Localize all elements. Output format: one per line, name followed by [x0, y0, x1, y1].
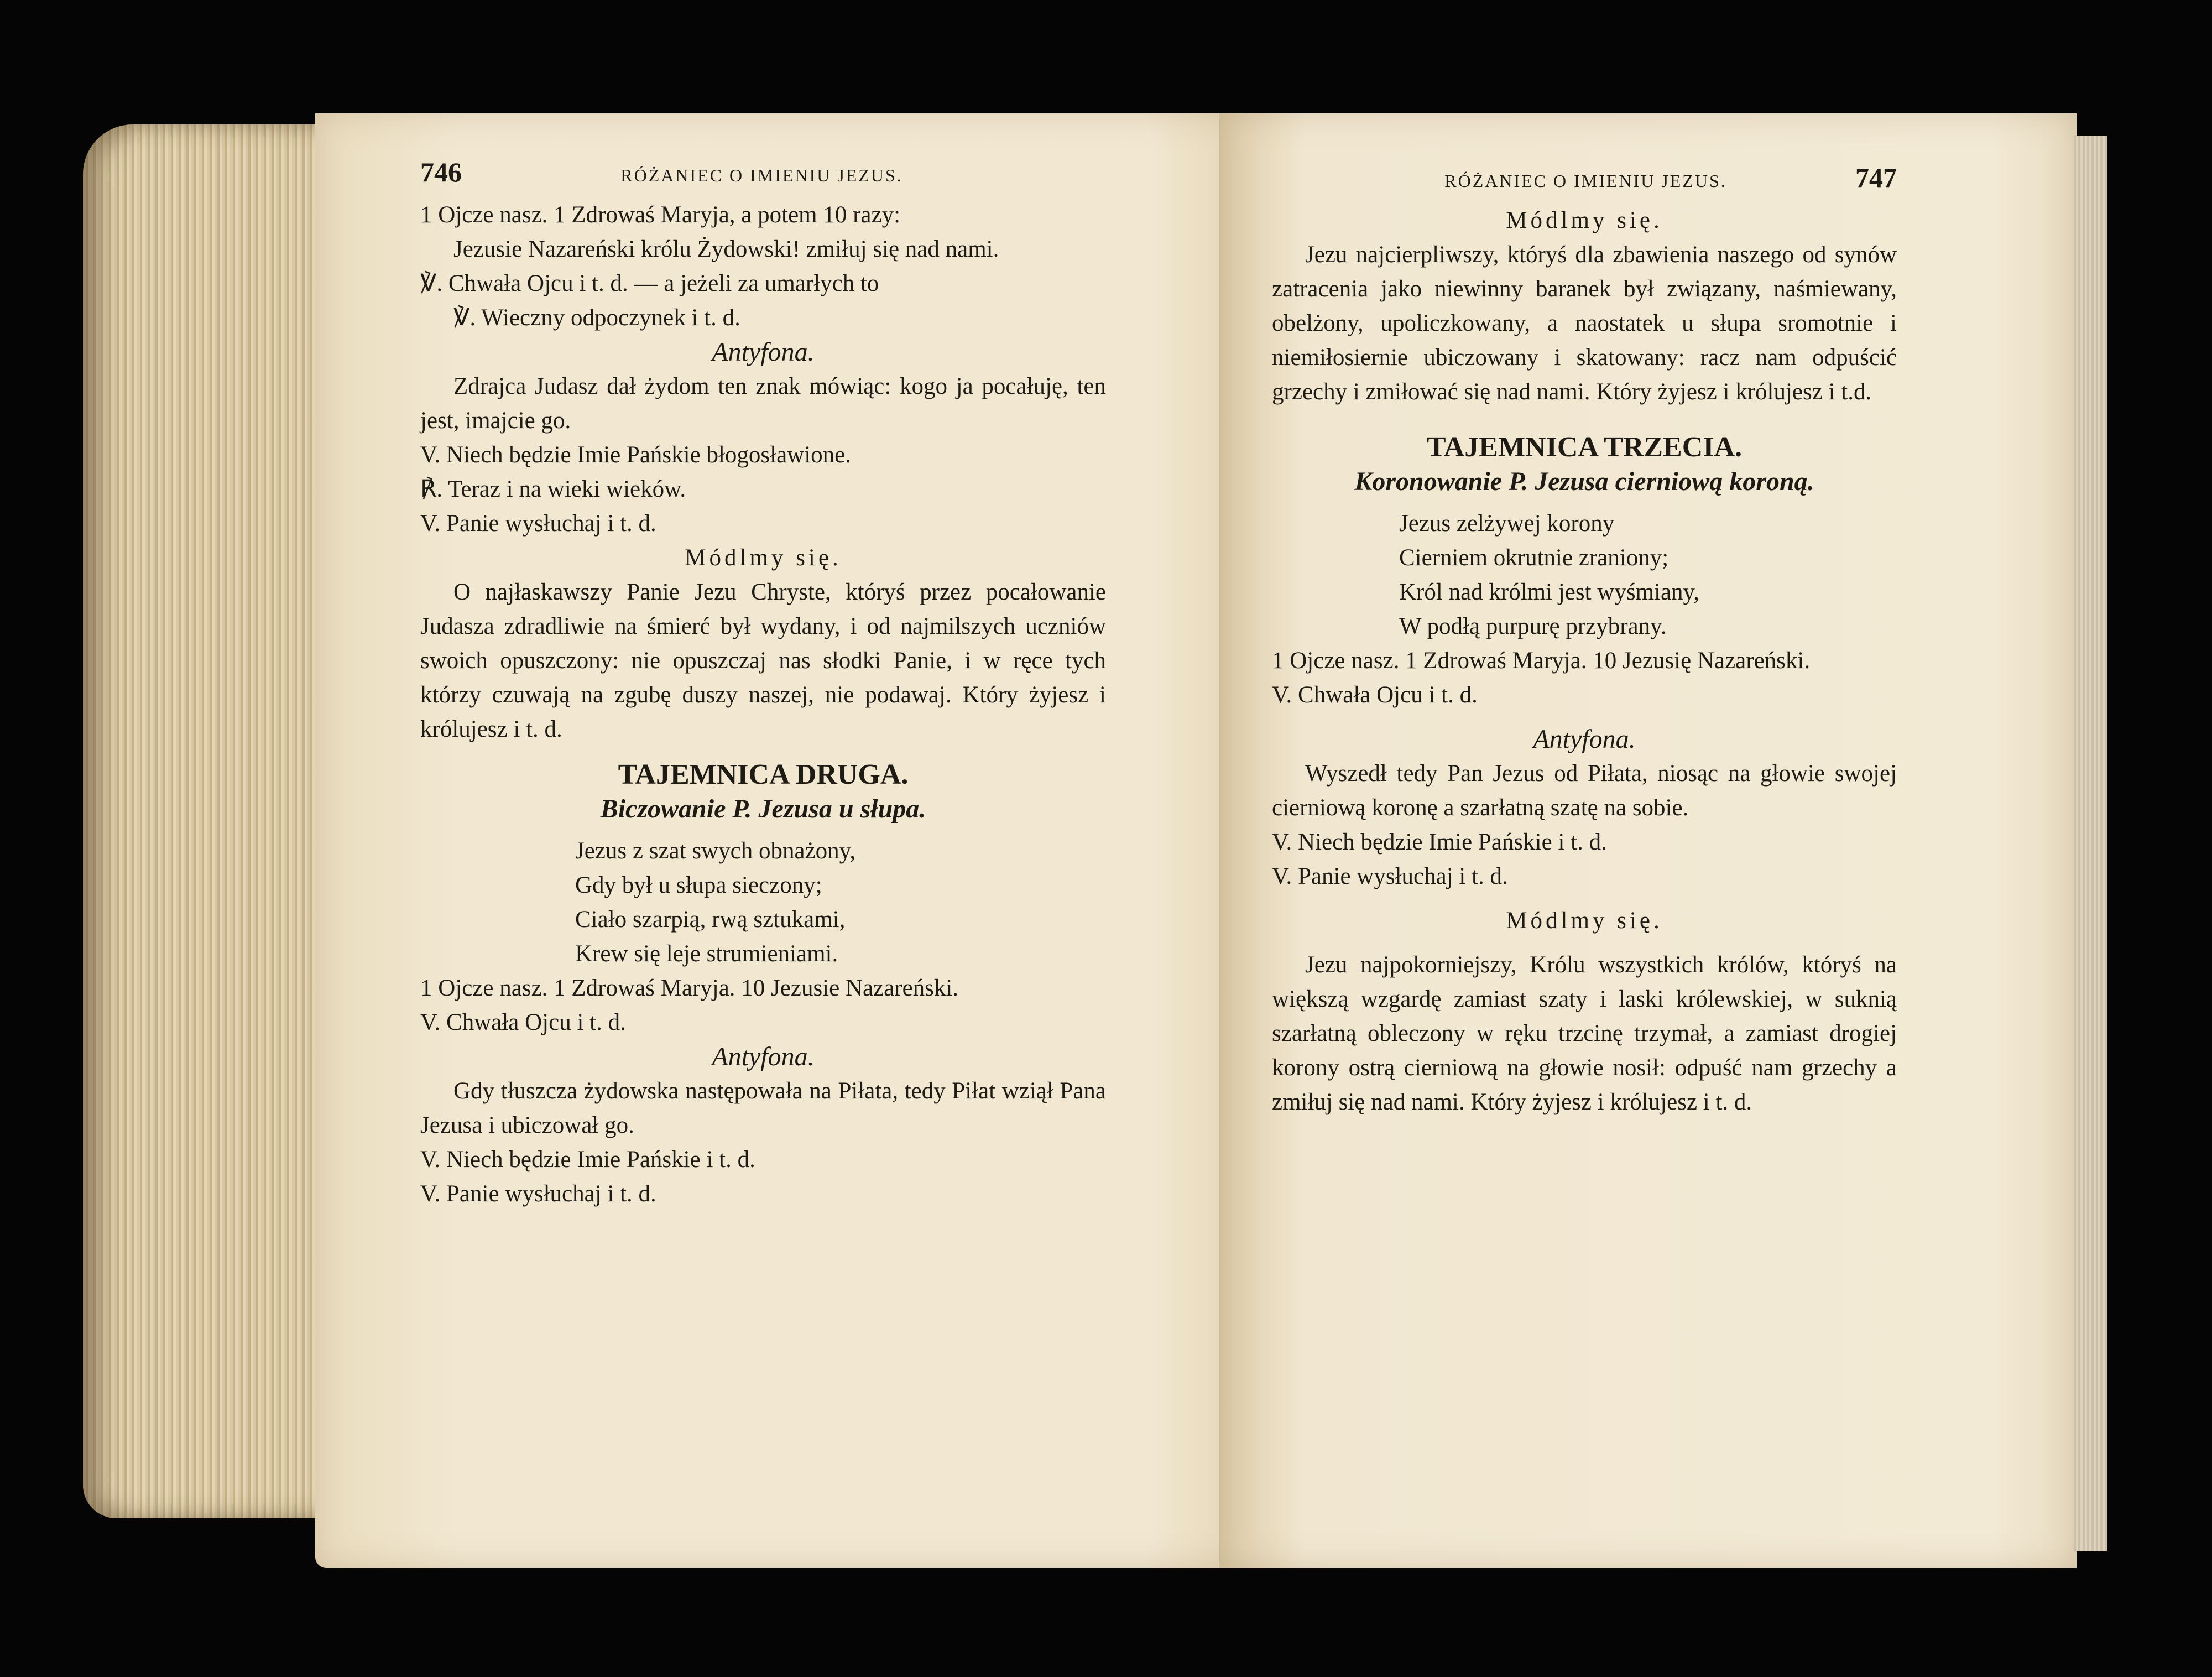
response-line: V. Niech będzie Imie Pańskie i t. d.: [1272, 829, 1607, 855]
running-header: RÓŻANIEC O IMIENIU JEZUS.: [1444, 171, 1727, 191]
prayer-text: Jezu najpokorniejszy, Królu wszystkich królów, któryś na większą wzgardę zamiast szaty i laski królewskiej, w suknią szarłatną obleczony w ręku trzcinę trzymał, a zamiast drogiej korony ostrą cierniową na głowie nosił: odpuść nam grzechy a zmiłuj się nad nami. Który żyjesz i królujesz i t. d.: [1272, 952, 1897, 1115]
response-line: V. Panie wysłuchaj i t. d.: [420, 511, 656, 537]
response-line: V. Niech będzie Imie Pańskie błogosławione.: [420, 442, 851, 468]
verse-line: Jezus zelżywej korony: [1399, 511, 1615, 537]
response-line: V. Niech będzie Imie Pańskie i t. d.: [420, 1147, 755, 1173]
antyfona-heading: Antyfona.: [712, 1042, 815, 1071]
section-subtitle: Koronowanie P. Jezusa cierniową koroną.: [1354, 467, 1814, 496]
text-line: Jezusie Nazareński królu Żydowski! zmiłuj się nad nami.: [453, 236, 999, 262]
verse-line: W podłą purpurę przybrany.: [1399, 613, 1667, 639]
verse-line: Jezus z szat swych obnażony,: [575, 838, 856, 864]
text-line: ℣. Wieczny odpoczynek i t. d.: [453, 305, 740, 331]
running-header: RÓŻANIEC O IMIENIU JEZUS.: [620, 165, 903, 185]
antyfona-text: Zdrajca Judasz dał żydom ten znak mówiąc: kogo ja pocałuję, ten jest, imajcie go.: [420, 373, 1106, 434]
prayer-text: O najłaskawszy Panie Jezu Chryste, któryś przez pocałowanie Judasza zdradliwie na śmierć był wydany, i od najmilszych uczniów swoich opuszczony: nie opuszczaj nas słodki Panie, i w ręce tych którzy czuwają na zgubę duszy naszej, nie podawaj. Który żyjesz i królujesz i t. d.: [420, 579, 1106, 742]
response-line: V. Panie wysłuchaj i t. d.: [420, 1181, 656, 1207]
left-page-text: [420, 155, 1106, 1211]
right-page-text: [1272, 160, 1897, 1119]
left-header: [420, 155, 1106, 192]
antyfona-heading: Antyfona.: [712, 337, 815, 367]
section-title: TAJEMNICA TRZECIA.: [1426, 431, 1743, 463]
modlmy-heading: Módlmy się.: [1506, 908, 1663, 934]
verse: [1272, 507, 1897, 644]
response-line: ℟. Teraz i na wieki wieków.: [420, 476, 686, 502]
antyfona-text: Wyszedł tedy Pan Jezus od Piłata, niosąc na głowie swojej cierniową koronę a szarłatną szatę na sobie.: [1272, 761, 1897, 821]
text-line: ℣. Chwała Ojcu i t. d. — a jeżeli za umarłych to: [420, 270, 879, 296]
right-page-edge: [2074, 136, 2107, 1551]
text-line: 1 Ojcze nasz. 1 Zdrowaś Maryja. 10 Jezusię Nazareński.: [1272, 648, 1811, 674]
text-line: 1 Ojcze nasz. 1 Zdrowaś Maryja. 10 Jezusie Nazareński.: [420, 975, 959, 1001]
verse-line: Cierniem okrutnie zraniony;: [1399, 545, 1669, 571]
modlmy-heading: Módlmy się.: [1506, 207, 1663, 233]
section-subtitle: Biczowanie P. Jezusa u słupa.: [600, 794, 926, 824]
modlmy-heading: Módlmy się.: [685, 545, 842, 571]
response-line: V. Panie wysłuchaj i t. d.: [1272, 863, 1508, 889]
prayer-text: Jezu najcierpliwszy, któryś dla zbawienia naszego od synów zatracenia jako niewinny baranek był związany, naśmiewany, obelżony, upoliczkowany, a naostatek u słupa sromotnie i niemiłosiernie ubiczowany i skatowany: racz nam odpuścić grzechy i zmiłować się nad nami. Który żyjesz i królujesz i t.d.: [1272, 242, 1897, 405]
antyfona-heading: Antyfona.: [1533, 725, 1636, 754]
text-line: V. Chwała Ojcu i t. d.: [1272, 682, 1478, 708]
section-title: TAJEMNICA DRUGA.: [618, 759, 909, 790]
right-header: [1272, 160, 1897, 198]
page-number: 746: [420, 157, 462, 188]
verse-line: Krew się leje strumieniami.: [575, 941, 838, 967]
antyfona-text: Gdy tłuszcza żydowska następowała na Piłata, tedy Piłat wziął Pana Jezusa i ubiczował go.: [420, 1078, 1106, 1138]
text-line: 1 Ojcze nasz. 1 Zdrowaś Maryja, a potem 10 razy:: [420, 202, 901, 228]
verse: [420, 834, 1106, 971]
verse-line: Ciało szarpią, rwą sztukami,: [575, 907, 846, 933]
verse-line: Gdy był u słupa sieczony;: [575, 872, 822, 898]
text-line: V. Chwała Ojcu i t. d.: [420, 1009, 626, 1035]
page-number: 747: [1855, 162, 1897, 193]
verse-line: Król nad królmi jest wyśmiany,: [1399, 579, 1700, 605]
